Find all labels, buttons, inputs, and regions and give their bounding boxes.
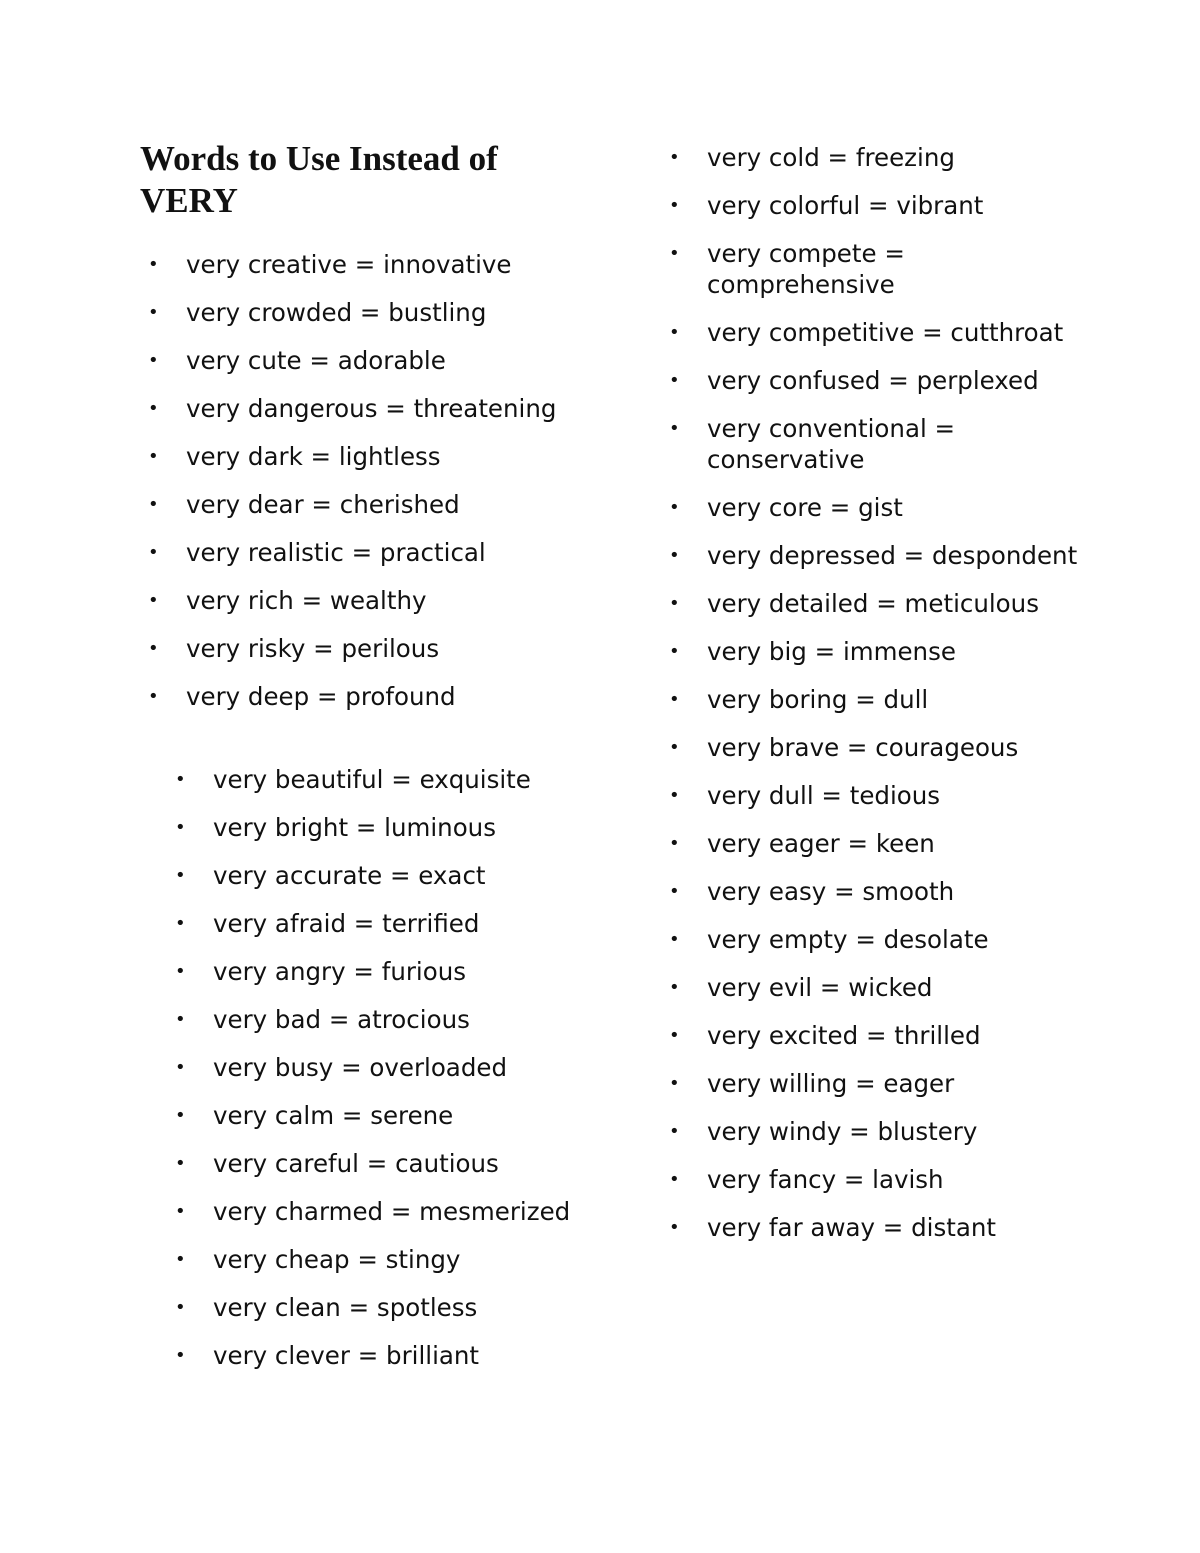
list-item: • very easy = smooth xyxy=(707,876,1087,907)
list-item: • very evil = wicked xyxy=(707,972,1087,1003)
list-item: • very brave = courageous xyxy=(707,732,1087,763)
list-item: • very clean = spotless xyxy=(213,1292,573,1323)
list-item: • very dangerous = threatening xyxy=(186,393,566,424)
list-item: • very busy = overloaded xyxy=(213,1052,573,1083)
list-item: • very eager = keen xyxy=(707,828,1087,859)
list-item: • very charmed = mesmerized xyxy=(213,1196,573,1227)
list-item: • very careful = cautious xyxy=(213,1148,573,1179)
list-item: • very conventional = conservative xyxy=(707,413,1087,475)
list-item: • very core = gist xyxy=(707,492,1087,523)
list-item: • very accurate = exact xyxy=(213,860,573,891)
list-item: • very empty = desolate xyxy=(707,924,1087,955)
list-item: • very windy = blustery xyxy=(707,1116,1087,1147)
word-list-right xyxy=(707,142,1087,1243)
list-item: • very afraid = terrified xyxy=(213,908,573,939)
list-item: • very competitive = cutthroat xyxy=(707,317,1087,348)
list-item: • very rich = wealthy xyxy=(186,585,566,616)
list-item: • very depressed = despondent xyxy=(707,540,1087,571)
list-item: • very risky = perilous xyxy=(186,633,566,664)
list-item: • very cute = adorable xyxy=(186,345,566,376)
list-item: • very excited = thrilled xyxy=(707,1020,1087,1051)
list-item: • very calm = serene xyxy=(213,1100,573,1131)
list-item: • very far away = distant xyxy=(707,1212,1087,1243)
list-item: • very bright = luminous xyxy=(213,812,573,843)
list-item: • very big = immense xyxy=(707,636,1087,667)
list-item: • very fancy = lavish xyxy=(707,1164,1087,1195)
document-title: Words to Use Instead of VERY xyxy=(140,139,498,220)
word-sublist-left xyxy=(213,764,573,1371)
list-item: • very crowded = bustling xyxy=(186,297,566,328)
word-list-left xyxy=(186,249,566,712)
list-item: • very bad = atrocious xyxy=(213,1004,573,1035)
list-item: • very cold = freezing xyxy=(707,142,1087,173)
list-item: • very dear = cherished xyxy=(186,489,566,520)
list-item: • very confused = perplexed xyxy=(707,365,1087,396)
list-item: • very creative = innovative xyxy=(186,249,566,280)
list-item: • very cheap = stingy xyxy=(213,1244,573,1275)
list-item: • very compete = comprehensive xyxy=(707,238,1087,300)
list-item: • very realistic = practical xyxy=(186,537,566,568)
list-item: • very willing = eager xyxy=(707,1068,1087,1099)
list-item: • very colorful = vibrant xyxy=(707,190,1087,221)
list-item: • very detailed = meticulous xyxy=(707,588,1087,619)
list-item: • very dark = lightless xyxy=(186,441,566,472)
list-item: • very dull = tedious xyxy=(707,780,1087,811)
list-item: • very clever = brilliant xyxy=(213,1340,573,1371)
list-item: • very deep = profound xyxy=(186,681,566,712)
list-item: • very beautiful = exquisite xyxy=(213,764,573,795)
list-item: • very angry = furious xyxy=(213,956,573,987)
list-item: • very boring = dull xyxy=(707,684,1087,715)
